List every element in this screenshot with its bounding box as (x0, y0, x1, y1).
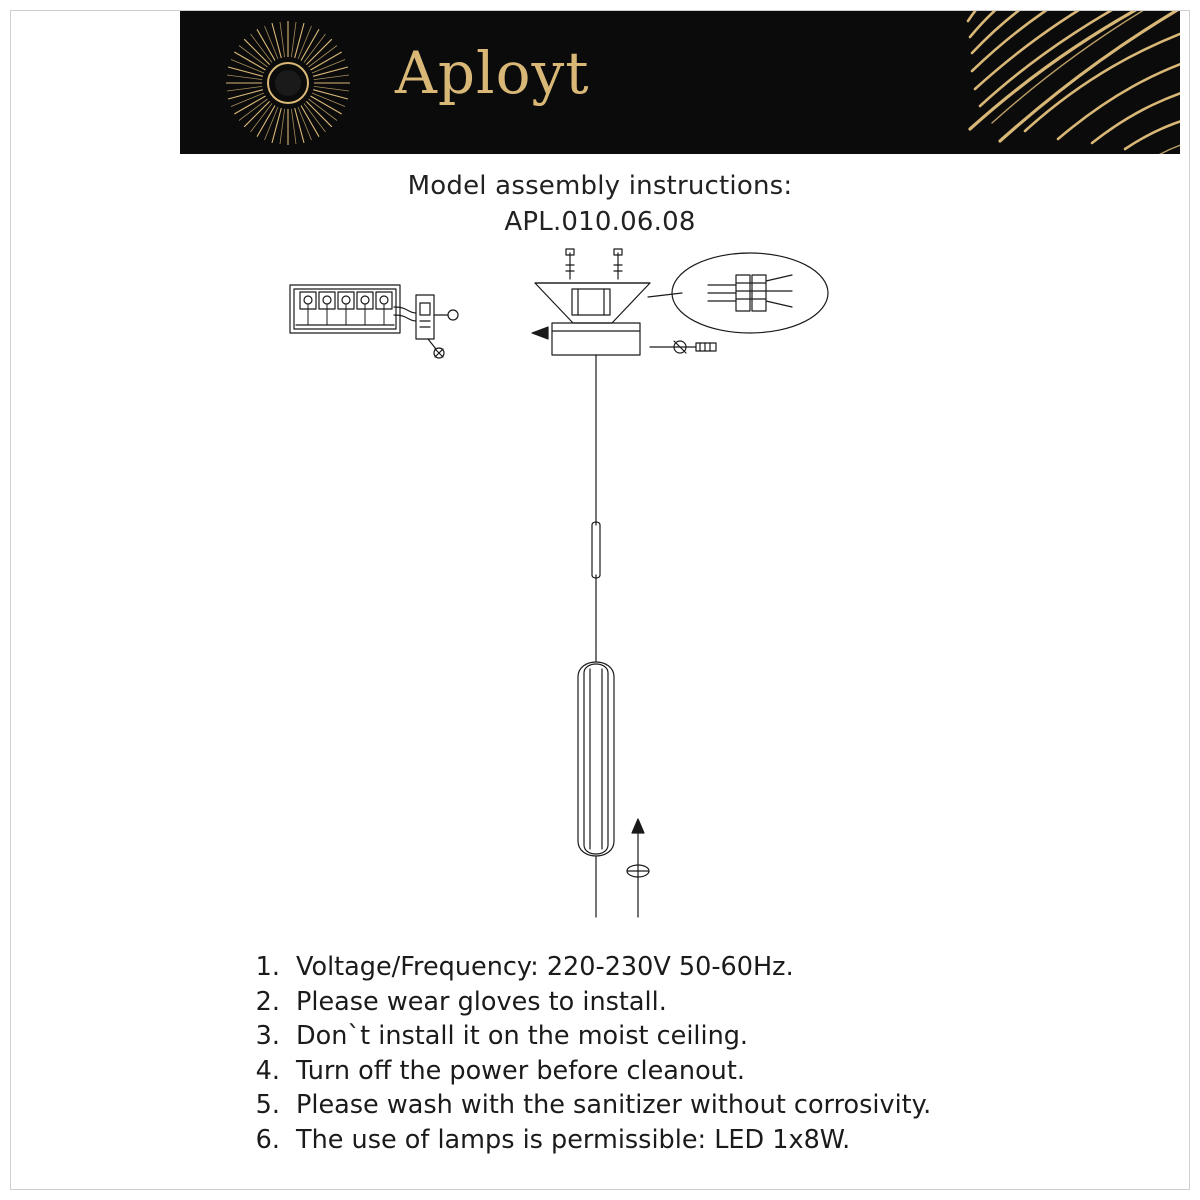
list-item-text: Voltage/Frequency: 220-230V 50-60Hz. (296, 952, 794, 982)
list-item-number: 2. (255, 986, 280, 1017)
list-item (240, 950, 1160, 985)
list-item-number: 1. (255, 952, 280, 982)
list-item (240, 1123, 1160, 1158)
title-line-1: Model assembly instructions: (407, 171, 793, 201)
screw-icon (614, 249, 622, 279)
list-item-text: Please wash with the sanitizer without corrosivity. (296, 1090, 932, 1120)
assembly-diagram-svg (180, 245, 1020, 925)
list-item (240, 1019, 1160, 1054)
list-item-number: 3. (255, 1021, 280, 1051)
list-item (240, 1054, 1160, 1089)
assembly-diagram (180, 245, 1020, 925)
fan-rays-decor-icon (966, 11, 1180, 154)
plug-connector (416, 295, 458, 358)
wire-connector-detail (672, 253, 828, 333)
list-item (240, 985, 1160, 1020)
page-title (0, 168, 1200, 240)
list-item-number: 6. (255, 1124, 280, 1155)
suspension-cable (592, 355, 600, 645)
ceiling-mount-plate (532, 249, 716, 355)
instructions-list (240, 950, 1160, 1157)
list-item-text: Don`t install it on the moist ceiling. (296, 1021, 749, 1051)
terminal-block (290, 285, 416, 333)
brand-name: Aployt (395, 39, 590, 107)
list-item-number: 4. (255, 1055, 280, 1086)
list-item-text: Please wear gloves to install. (296, 986, 667, 1017)
banner-decoration (180, 11, 1180, 154)
title-line-2: APL.010.06.08 (504, 207, 696, 237)
sunburst-logo-icon (226, 21, 350, 145)
lamp-body (578, 645, 614, 917)
header-banner (180, 11, 1180, 154)
list-item (240, 1088, 1160, 1123)
list-item-number: 5. (255, 1090, 280, 1120)
screw-callout-icon (650, 341, 716, 353)
screwdriver-tool (627, 819, 649, 917)
screw-icon (566, 249, 574, 279)
list-item-text: Turn off the power before cleanout. (296, 1055, 745, 1086)
list-item-text: The use of lamps is permissible: LED 1x8W. (296, 1124, 851, 1155)
